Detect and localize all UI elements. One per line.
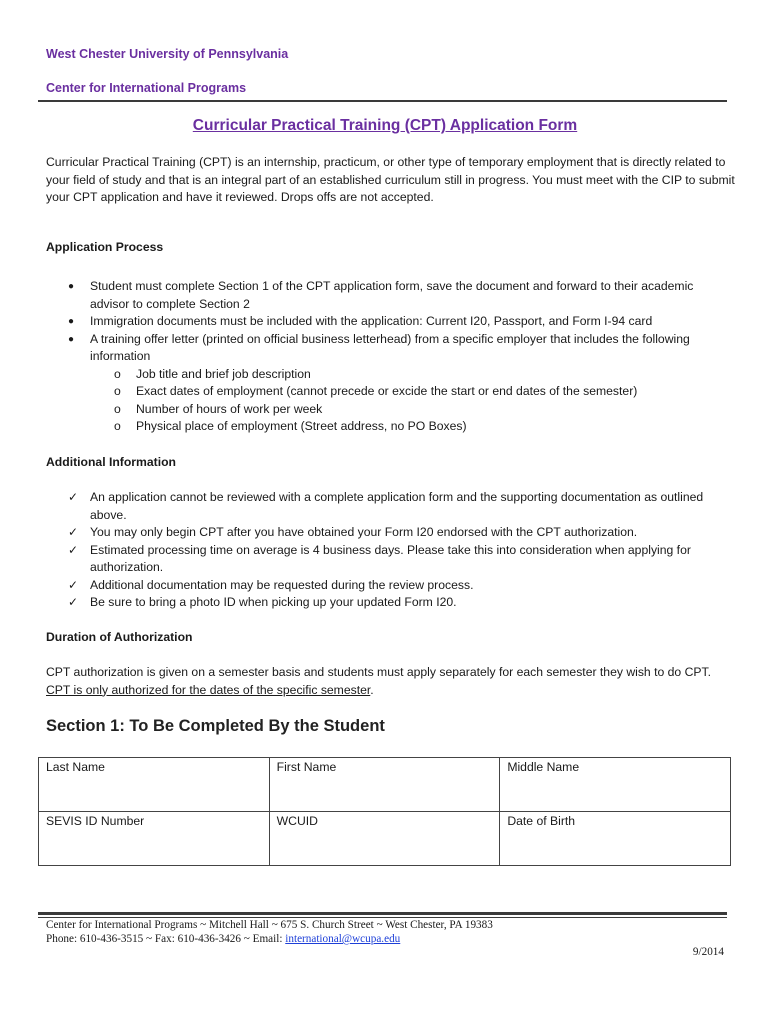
list-item: ● A training offer letter (printed on official business letterhead) from a specific employer that includes the following information xyxy=(68,331,690,363)
wcuid-field[interactable]: WCUID xyxy=(269,812,500,866)
first-name-field[interactable]: First Name xyxy=(269,758,500,812)
sub-list-item: o Job title and brief job description xyxy=(46,366,736,384)
circle-bullet-icon: o xyxy=(114,401,121,416)
additional-information-list xyxy=(46,489,736,612)
sub-list-item: o Exact dates of employment (cannot precede or excide the start or end dates of the semester) xyxy=(46,383,736,401)
list-item: ✓ Estimated processing time on average is 4 business days. Please take this into consideration when applying for authorization. xyxy=(68,542,691,574)
date-of-birth-field[interactable]: Date of Birth xyxy=(500,812,731,866)
bullet-icon: ● xyxy=(68,281,75,292)
form-title: Curricular Practical Training (CPT) Application Form xyxy=(192,117,578,134)
table-row xyxy=(39,758,731,812)
list-item: ✓ An application cannot be reviewed with a complete application form and the supporting documentation as outlined above. xyxy=(68,490,704,522)
checkmark-icon: ✓ xyxy=(68,490,79,504)
checkmark-icon: ✓ xyxy=(68,525,79,539)
email-link[interactable]: international@wcupa.edu xyxy=(285,933,401,945)
revision-date: 9/2014 xyxy=(692,946,724,958)
last-name-field[interactable]: Last Name xyxy=(39,758,270,812)
list-item: ✓ You may only begin CPT after you have obtained your Form I20 endorsed with the CPT authorization. xyxy=(46,524,736,542)
application-process-heading: Application Process xyxy=(46,240,164,254)
application-process-list xyxy=(46,278,736,436)
table-row xyxy=(39,812,731,866)
additional-information-heading: Additional Information xyxy=(46,455,176,469)
circle-bullet-icon: o xyxy=(114,419,121,433)
footer-address: Center for International Programs ~ Mitchell Hall ~ 675 S. Church Street ~ West Chester, PA 19383 xyxy=(46,919,493,931)
list-item: ● Immigration documents must be included with the application: Current I20, Passport, and Form I-94 card xyxy=(46,313,736,331)
checkmark-icon: ✓ xyxy=(68,595,79,609)
duration-heading: Duration of Authorization xyxy=(46,630,193,644)
center-name: Center for International Programs xyxy=(46,81,247,95)
underlined-text: CPT is only authorized for the dates of the specific semester xyxy=(46,682,371,697)
bullet-icon: ● xyxy=(68,316,75,327)
middle-name-field[interactable]: Middle Name xyxy=(500,758,731,812)
list-item: ✓ Be sure to bring a photo ID when picking up your updated Form I20. xyxy=(46,594,736,612)
footer-divider-thin xyxy=(38,917,727,918)
student-info-table xyxy=(38,757,731,866)
header-divider xyxy=(38,100,727,102)
footer-divider xyxy=(38,912,727,915)
section-1-title: Section 1: To Be Completed By the Student xyxy=(46,717,385,735)
footer-contact: Phone: 610-436-3515 ~ Fax: 610-436-3426 ~ Email: international@wcupa.edu xyxy=(46,933,401,945)
checkmark-icon: ✓ xyxy=(68,542,79,557)
sub-list-item: o Number of hours of work per week xyxy=(46,401,736,419)
checkmark-icon: ✓ xyxy=(68,577,79,592)
intro-paragraph: Curricular Practical Training (CPT) is an internship, practicum, or other type of temporary employment that is directly related to your field of study and that is an integral part of an established curriculum still in progress. You must meet with the CIP to submit your CPT application and have it reviewed. Drops offs are not accepted. xyxy=(46,155,735,204)
sub-list-item: o Physical place of employment (Street address, no PO Boxes) xyxy=(46,418,736,436)
university-name: West Chester University of Pennsylvania xyxy=(46,47,289,61)
list-item: ● Student must complete Section 1 of the CPT application form, save the document and forward to their academic advisor to complete Section 2 xyxy=(68,279,694,311)
list-item: ✓ Additional documentation may be requested during the review process. xyxy=(46,577,736,595)
circle-bullet-icon: o xyxy=(114,384,121,398)
sevis-id-field[interactable]: SEVIS ID Number xyxy=(39,812,270,866)
circle-bullet-icon: o xyxy=(114,366,121,381)
bullet-icon: ● xyxy=(68,333,75,345)
duration-paragraph: CPT authorization is given on a semester basis and students must apply separately for each semester they wish to do CPT. CPT is only authorized for the dates of the specific semester. xyxy=(46,665,712,697)
